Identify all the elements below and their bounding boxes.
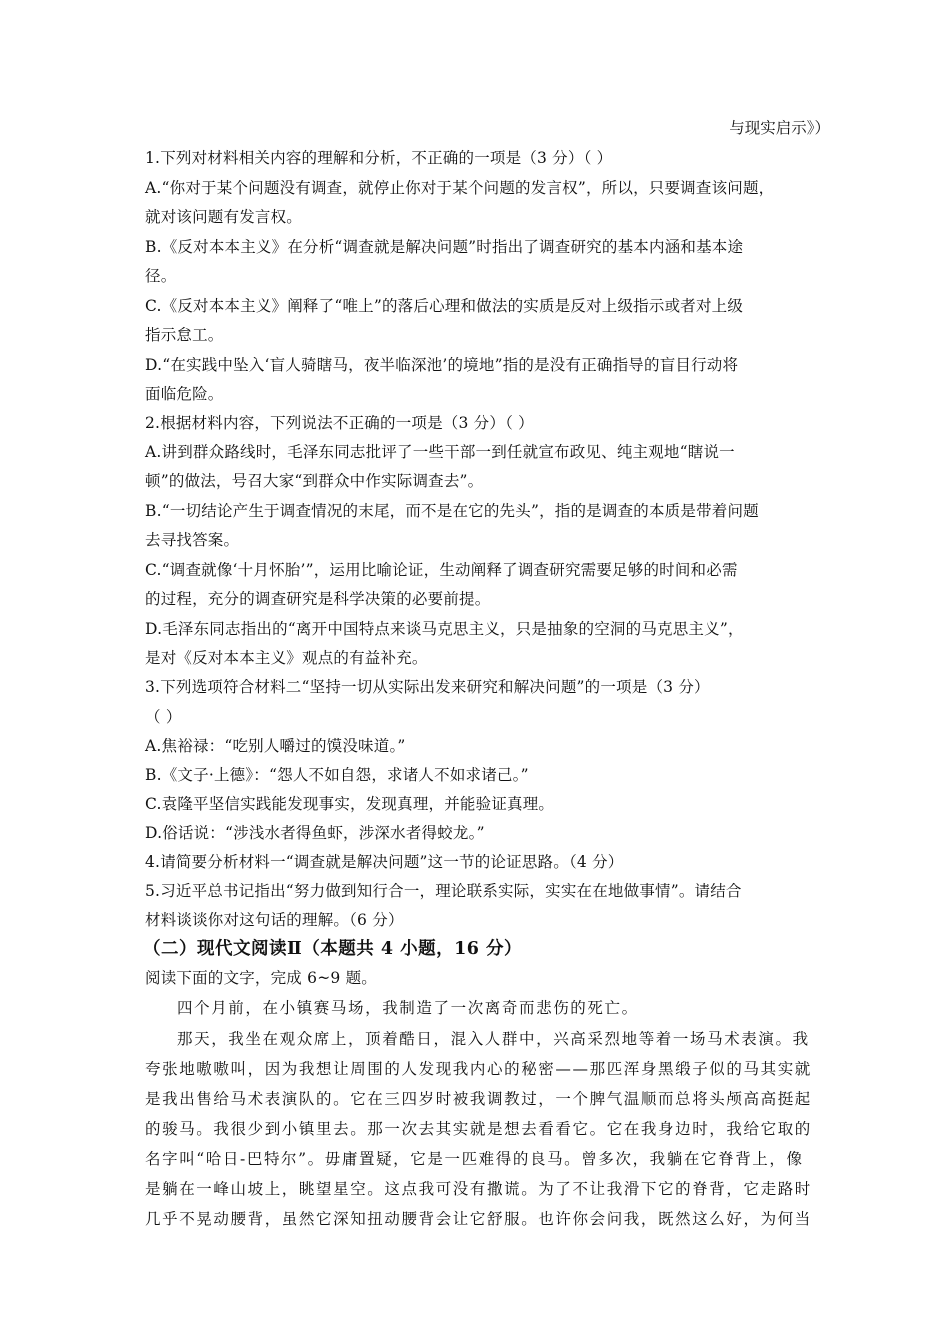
question-5-line1: 5.习近平总书记指出“努力做到知行合一，理论联系实际，实实在在地做事情”。请结合 [145,882,742,900]
q3-option-d: D.俗话说：“涉浅水者得鱼虾，涉深水者得蛟龙。” [145,824,485,842]
passage-p2-line6: 是躺在一峰山坡上，眺望星空。这点我可没有撒谎。为了不让我滑下它的脊背，它走路时 [145,1180,812,1198]
q2-option-a-line2: 顿”的做法，号召大家“到群众中作实际调查去”。 [145,472,484,490]
passage-p2-line4: 的骏马。我很少到小镇里去。那一次去其实就是想去看看它。它在我身边时，我给它取的 [145,1120,812,1138]
q1-option-c-line2: 指示怠工。 [145,326,224,344]
top-fragment: 与现实启示》） [729,119,830,137]
section-2-heading: （二）现代文阅读Ⅱ（本题共 4 小题，16 分） [143,939,523,959]
passage-paragraph-1: 四个月前，在小镇赛马场，我制造了一次离奇而悲伤的死亡。 [177,999,639,1017]
q2-option-d-line1: D.毛泽东同志指出的“离开中国特点来谈马克思主义，只是抽象的空洞的马克思主义”， [145,620,744,638]
passage-p2-line5: 名字叫“哈日-巴特尔”。毋庸置疑，它是一匹难得的良马。曾多次，我躺在它脊背上，像 [145,1150,804,1168]
question-3-answer-paren: （ ） [145,708,182,726]
q2-option-b-line2: 去寻找答案。 [145,531,240,549]
q2-option-a-line1: A.讲到群众路线时，毛泽东同志批评了一些干部一到任就宣布政见、纯主观地“瞎说一 [145,443,735,461]
passage-p2-line3: 是我出售给马术表演队的。它在三四岁时被我调教过，一个脾气温顺而总将头颅高高挺起 [145,1090,812,1108]
passage-p2-line2: 夸张地嗷嗷叫，因为我想让周围的人发现我内心的秘密——那匹浑身黑缎子似的马其实就 [145,1060,812,1078]
section-2-instruction: 阅读下面的文字，完成 6~9 题。 [145,969,377,987]
passage-p2-line1: 那天，我坐在观众席上，顶着酷日，混入人群中，兴高采烈地等着一场马术表演。我 [177,1030,810,1048]
q1-option-a-line2: 就对该问题有发言权。 [145,208,303,226]
q2-option-c-line2: 的过程，充分的调查研究是科学决策的必要前提。 [145,590,491,608]
q1-option-d-line1: D.“在实践中坠入‘盲人骑瞎马，夜半临深池’的境地”指的是没有正确指导的盲目行动将 [145,356,739,374]
question-4: 4.请简要分析材料一“调查就是解决问题”这一节的论证思路。（4 分） [145,853,624,871]
question-3-stem: 3.下列选项符合材料二“坚持一切从实际出发来研究和解决问题”的一项是（3 分） [145,678,710,696]
passage-p2-line7: 几乎不晃动腰背，虽然它深知扭动腰背会让它舒服。也许你会问我，既然这么好，为何当 [145,1210,812,1228]
q1-option-c-line1: C.《反对本本主义》阐释了“唯上”的落后心理和做法的实质是反对上级指示或者对上级 [145,297,744,315]
question-5-line2: 材料谈谈你对这句话的理解。（6 分） [145,911,404,929]
q3-option-c: C.袁隆平坚信实践能发现事实，发现真理，并能验证真理。 [145,795,555,813]
q3-option-a: A.焦裕禄：“吃别人嚼过的馍没味道。” [145,737,406,755]
q1-option-a-line1: A.“你对于某个问题没有调查，就停止你对于某个问题的发言权”，所以，只要调查该问题， [145,179,775,197]
q2-option-d-line2: 是对《反对本本主义》观点的有益补充。 [145,649,428,667]
q1-option-b-line2: 径。 [145,267,177,285]
q1-option-d-line2: 面临危险。 [145,385,224,403]
q3-option-b: B.《文子·上德》：“怨人不如自怨，求诸人不如求诸己。” [145,766,529,784]
q2-option-c-line1: C.“调查就像‘十月怀胎’”，运用比喻论证，生动阐释了调查研究需要足够的时间和必需 [145,561,738,579]
q1-option-b-line1: B.《反对本本主义》在分析“调查就是解决问题”时指出了调查研究的基本内涵和基本途 [145,238,744,256]
question-1-stem: 1.下列对材料相关内容的理解和分析，不正确的一项是（3 分）（ ） [145,149,613,167]
q2-option-b-line1: B.“一切结论产生于调查情况的末尾，而不是在它的先头”，指的是调查的本质是带着问题 [145,502,759,520]
question-2-stem: 2.根据材料内容，下列说法不正确的一项是（3 分）（ ） [145,414,534,432]
